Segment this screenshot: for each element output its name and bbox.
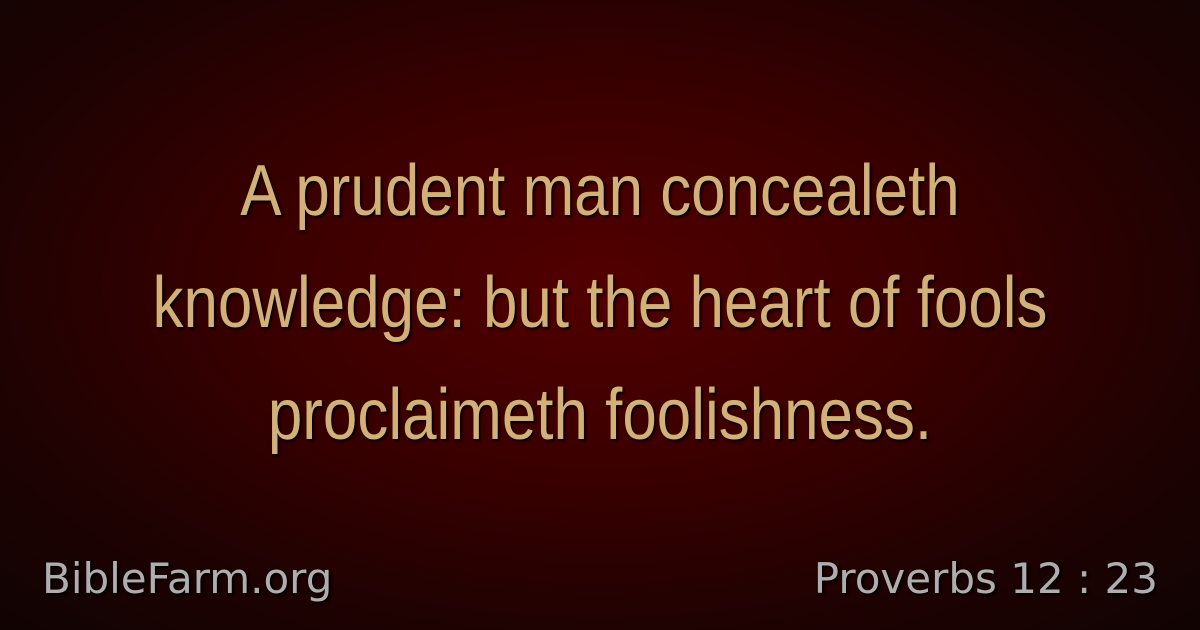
verse-line-3: proclaimeth foolishness. (267, 375, 933, 455)
verse-line-1: A prudent man concealeth (240, 151, 960, 231)
verse-line-2: knowledge: but the heart of fools (152, 263, 1048, 343)
verse-reference: Proverbs 12 : 23 (813, 554, 1158, 603)
site-name: BibleFarm.org (42, 554, 333, 603)
verse-text (118, 135, 1081, 471)
